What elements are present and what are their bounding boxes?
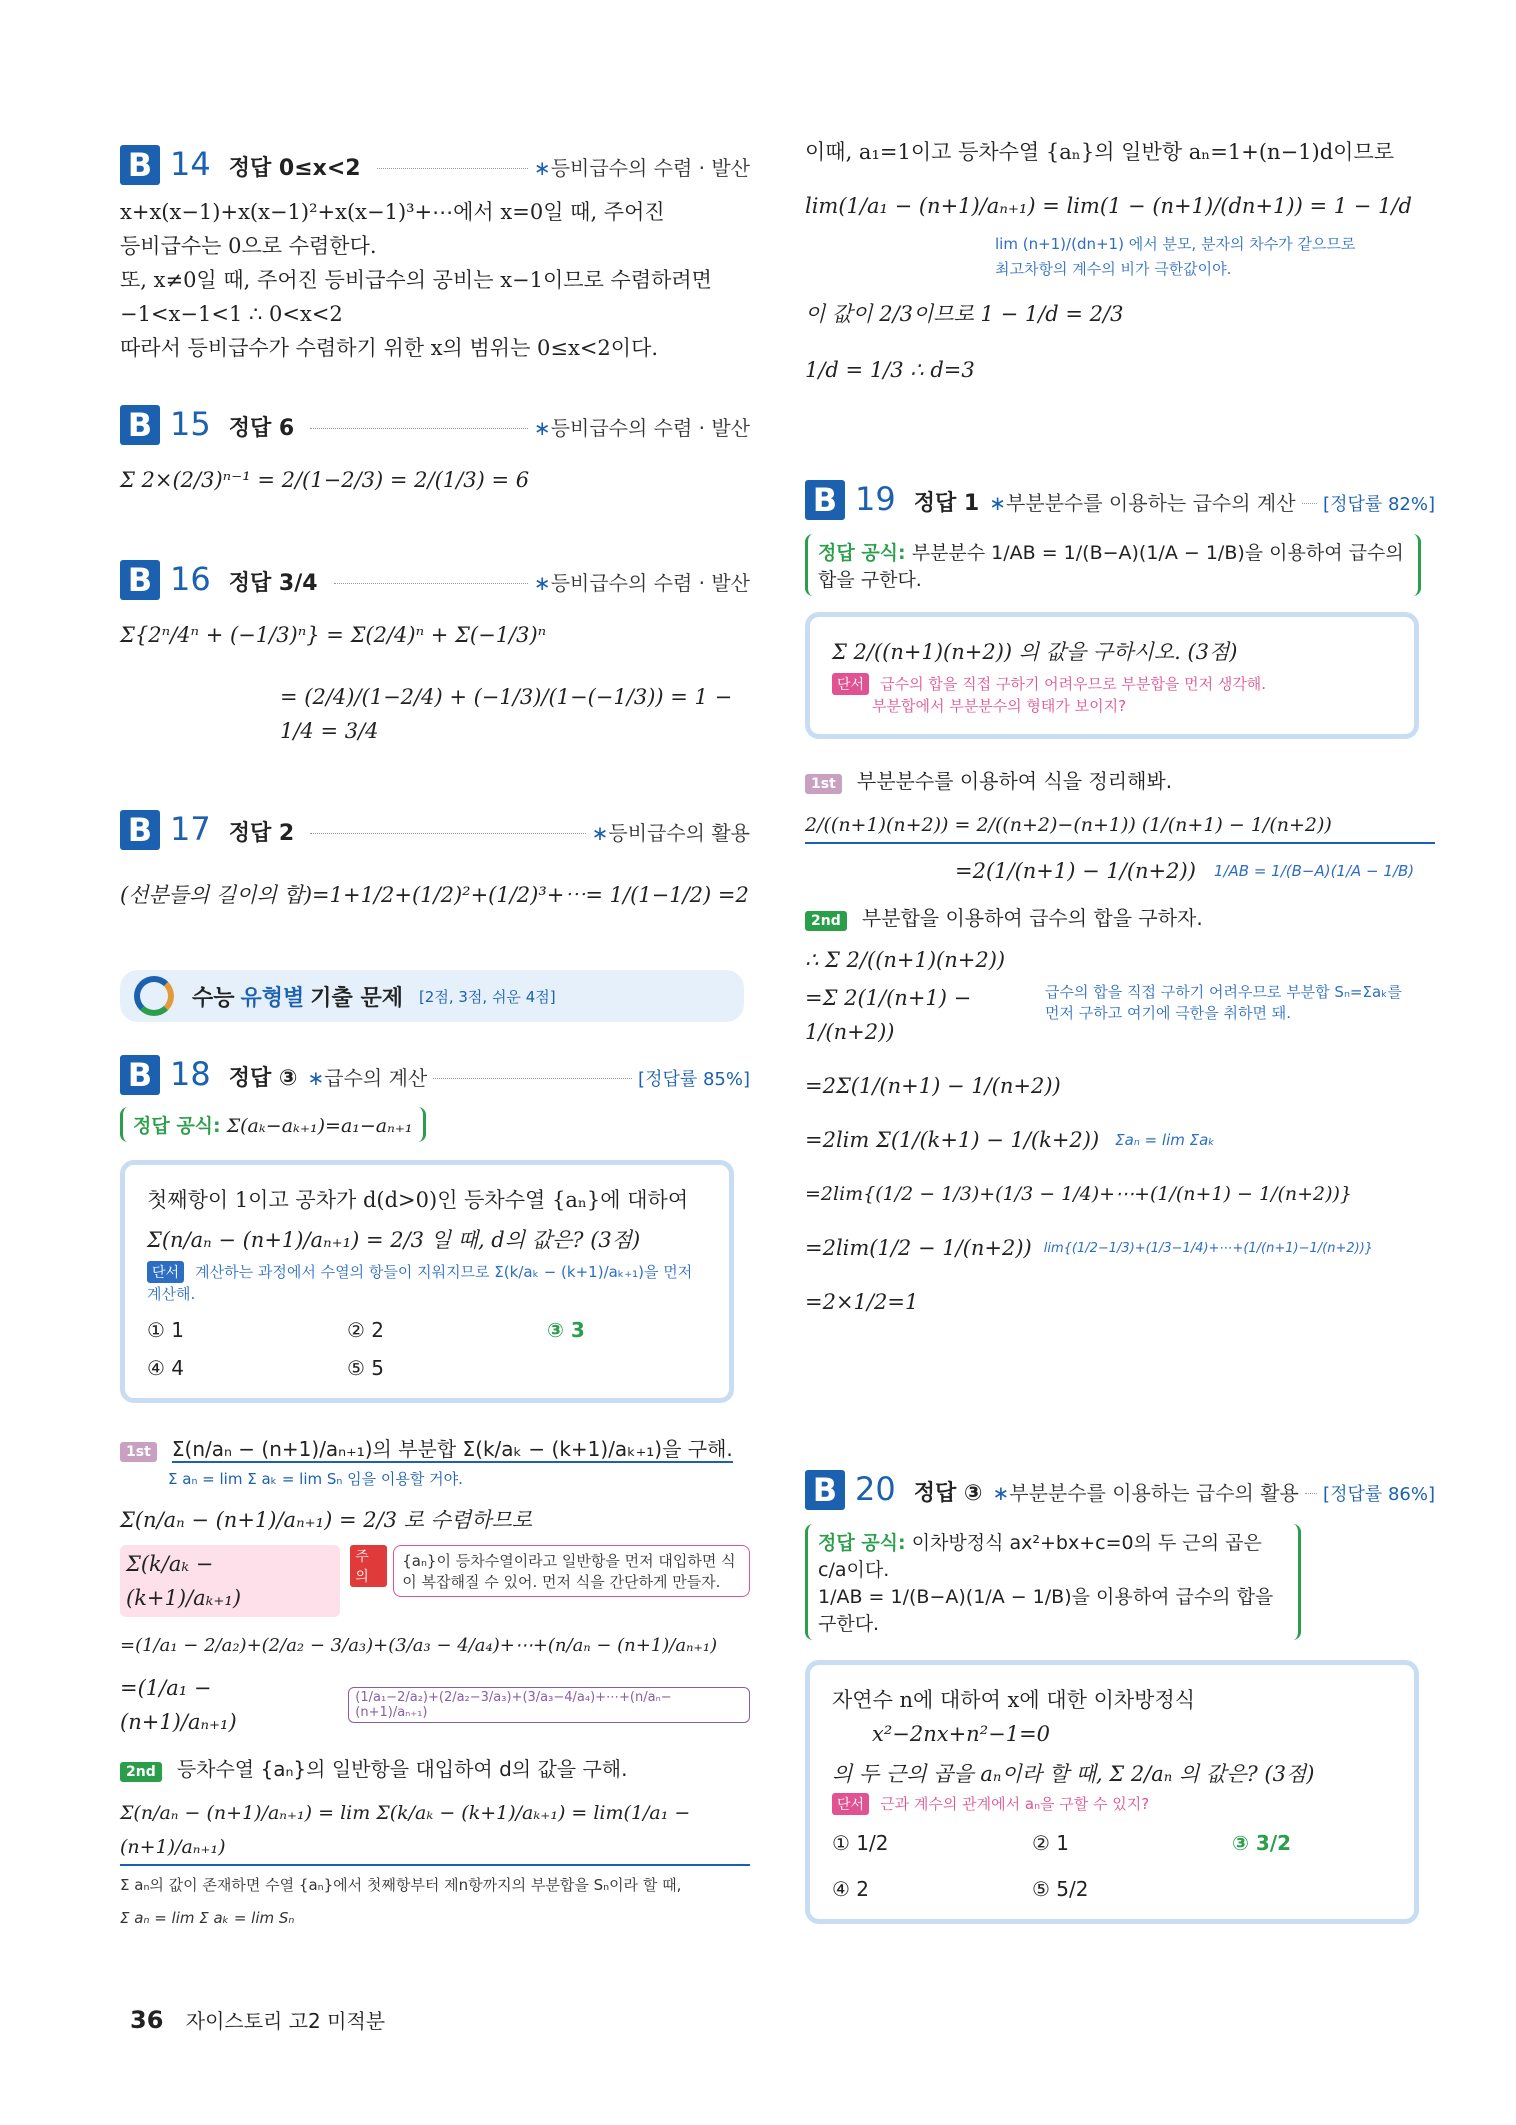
problem-18 xyxy=(120,1055,750,1927)
step-note: Σ aₙ = lim Σ aₖ = lim Sₙ 임을 이용할 거야. xyxy=(168,1470,463,1488)
page-footer xyxy=(130,2005,385,2034)
question-line-2: Σ(n/aₙ − (n+1)/aₙ₊₁) = 2/3 일 때, d의 값은? (3점) xyxy=(147,1228,641,1252)
options xyxy=(147,1318,707,1380)
question-line-3: 의 두 근의 곱을 aₙ이라 할 때, Σ 2/aₙ 의 값은? (3점) xyxy=(832,1762,1315,1786)
topic-tag: ∗부분분수를 이용하는 급수의 계산 xyxy=(989,491,1296,515)
note-line: Σ aₙ의 값이 존재하면 수열 {aₙ}에서 첫째항부터 제n항까지의 부분합을 Sₙ이라 할 때, xyxy=(120,1876,682,1894)
note-line: lim{(1/2−1/3)+(1/3−1/4)+⋯+(1/(n+1)−1/(n+2))} xyxy=(1043,1240,1374,1256)
question-box xyxy=(805,612,1419,739)
hint-text: 근과 계수의 관계에서 aₙ을 구할 수 있지? xyxy=(880,1795,1150,1813)
step-1 xyxy=(120,1433,750,1489)
solution-line: Σ(n/aₙ − (n+1)/aₙ₊₁) = 2/3 로 수렴하므로 xyxy=(120,1508,533,1532)
badge: B xyxy=(120,145,160,185)
solution-line: ∴ Σ 2/((n+1)(n+2)) xyxy=(805,948,1006,972)
partial-sum: Σ(k/aₖ − (k+1)/aₖ₊₁) xyxy=(120,1545,340,1617)
option-3-correct[interactable]: ③ 3/2 xyxy=(1232,1831,1292,1855)
formula-label: 정답 공식: xyxy=(818,542,906,564)
problem-number: 19 xyxy=(855,480,896,518)
hint-badge: 단서 xyxy=(832,673,869,695)
step-badge: 2nd xyxy=(120,1762,162,1782)
line: 따라서 등비급수가 수렴하기 위한 x의 범위는 0≤x<2이다. xyxy=(120,336,659,360)
solution-line: =2lim Σ(1/(k+1) − 1/(k+2)) xyxy=(805,1128,1100,1152)
line: 또, x≠0일 때, 주어진 등비급수의 공비는 x−1이므로 수렴하려면 xyxy=(120,268,712,292)
topic-tag: ∗등비급수의 수렴 · 발산 xyxy=(533,416,750,440)
solution-line: =(1/a₁ − (n+1)/aₙ₊₁) xyxy=(120,1676,237,1734)
option-4[interactable]: ④ 4 xyxy=(147,1356,185,1380)
caution-row xyxy=(120,1545,750,1617)
line: x+x(x−1)+x(x−1)²+x(x−1)³+⋯에서 x=0일 때, 주어진 xyxy=(120,200,665,224)
hint-badge: 단서 xyxy=(147,1261,184,1283)
caution-badge: 주의 xyxy=(350,1545,387,1587)
badge: B xyxy=(120,1055,160,1095)
step-1 xyxy=(805,765,1435,794)
question-text: Σ 2/((n+1)(n+2)) 의 값을 구하시오. (3점) xyxy=(832,640,1238,664)
question-box xyxy=(805,1660,1419,1924)
step-badge: 2nd xyxy=(805,911,847,931)
hint-badge: 단서 xyxy=(832,1793,869,1815)
solution-line: Σ(n/aₙ − (n+1)/aₙ₊₁) = lim Σ(k/aₖ − (k+1)/aₖ₊₁) = lim(1/a₁ − (n+1)/aₙ₊₁) xyxy=(120,1796,750,1866)
solution-line: =2lim{(1/2 − 1/3)+(1/3 − 1/4)+⋯+(1/(n+1) − 1/(n+2))} xyxy=(805,1183,1353,1205)
answer: 정답 1 xyxy=(913,491,980,516)
topic-tag: ∗부분분수를 이용하는 급수의 활용 xyxy=(992,1481,1299,1505)
book-title: 자이스토리 고2 미적분 xyxy=(185,2009,386,2033)
badge: B xyxy=(120,405,160,445)
note-line: lim (n+1)/(dn+1) 에서 분모, 분자의 차수가 같으므로 xyxy=(995,235,1356,253)
formula-label: 정답 공식: xyxy=(818,1532,906,1554)
leader-dots xyxy=(433,1078,632,1079)
problem-18-continued xyxy=(805,135,1435,387)
problem-17 xyxy=(120,810,750,912)
cancel-note: (1/a₁−2/a₂)+(2/a₂−3/a₃)+(3/a₃−4/a₄)+⋯+(n/aₙ−(n+1)/aₙ₊₁) xyxy=(348,1687,750,1723)
option-1[interactable]: ① 1/2 xyxy=(832,1831,889,1855)
line: 등비급수는 0으로 수렴한다. xyxy=(120,234,377,258)
solution-line: 1/d = 1/3 ∴ d=3 xyxy=(805,358,975,382)
answer: 정답 2 xyxy=(228,821,295,846)
step-badge: 1st xyxy=(120,1442,157,1462)
answer: 정답 0≤x<2 xyxy=(228,156,361,181)
solution-line: =2lim(1/2 − 1/(n+2)) xyxy=(805,1236,1032,1260)
problem-15 xyxy=(120,405,750,497)
hint xyxy=(147,1261,707,1304)
problem-number: 17 xyxy=(170,810,211,848)
step-text: 부분분수를 이용하여 식을 정리해봐. xyxy=(856,769,1173,793)
problem-number: 18 xyxy=(170,1055,211,1093)
answer: 정답 3/4 xyxy=(228,571,318,596)
hint-text: 부분합에서 부분분수의 형태가 보이지? xyxy=(872,697,1127,715)
hint-text: 급수의 합을 직접 구하기 어려우므로 부분합을 먼저 생각해. xyxy=(880,675,1267,693)
problem-number: 15 xyxy=(170,405,211,443)
leader-dots xyxy=(310,428,528,429)
option-5[interactable]: ⑤ 5/2 xyxy=(1032,1877,1089,1901)
solution-line: 2/((n+1)(n+2)) = 2/((n+2)−(n+1)) (1/(n+1) − 1/(n+2)) xyxy=(805,808,1435,844)
option-2[interactable]: ② 2 xyxy=(347,1318,385,1342)
question-line-1: 자연수 n에 대하여 x에 대한 이차방정식 xyxy=(832,1688,1196,1712)
option-4[interactable]: ④ 2 xyxy=(832,1877,870,1901)
problem-19 xyxy=(805,480,1435,1319)
solution-line: =2Σ(1/(n+1) − 1/(n+2)) xyxy=(805,1074,1061,1098)
question-line-1: 첫째항이 1이고 공차가 d(d>0)인 등차수열 {aₙ}에 대하여 xyxy=(147,1188,689,1212)
formula-label: 정답 공식: xyxy=(133,1115,221,1137)
option-2[interactable]: ② 1 xyxy=(1032,1831,1070,1855)
step-badge: 1st xyxy=(805,774,842,794)
equation: Σ 2×(2/3)ⁿ⁻¹ = 2/(1−2/3) = 2/(1/3) = 6 xyxy=(120,468,530,492)
problem-16 xyxy=(120,560,750,748)
step-text: 부분합을 이용하여 급수의 합을 구하자. xyxy=(861,906,1203,930)
formula-text-1: 이차방정식 ax²+bx+c=0의 두 근의 곱은 c/a이다. xyxy=(818,1532,1262,1581)
badge: B xyxy=(805,1470,845,1510)
solution-line: =2(1/(n+1) − 1/(n+2)) xyxy=(955,859,1196,883)
caution-note: {aₙ}이 등차수열이라고 일반항을 먼저 대입하면 식이 복잡해질 수 있어. 먼저 식을 간단하게 만들자. xyxy=(393,1545,750,1597)
answer: 정답 6 xyxy=(228,416,295,441)
topic-tag: ∗등비급수의 활용 xyxy=(591,821,750,845)
note-line: 1/AB = 1/(B−A)(1/A − 1/B) xyxy=(1213,862,1415,880)
solution-text xyxy=(120,195,750,365)
problem-14 xyxy=(120,145,750,365)
correct-rate: [정답률 85%] xyxy=(638,1069,750,1090)
solution-line: 이 값이 2/3이므로 1 − 1/d = 2/3 xyxy=(805,302,1124,326)
line: −1<x−1<1 ∴ 0<x<2 xyxy=(120,302,343,326)
badge: B xyxy=(120,810,160,850)
banner-word-3: 기출 문제 xyxy=(310,985,403,1011)
solution-line: =Σ 2(1/(n+1) − 1/(n+2)) xyxy=(805,986,972,1044)
step-2 xyxy=(120,1753,750,1782)
note-line: Σaₙ = lim Σaₖ xyxy=(1115,1131,1215,1149)
question-box xyxy=(120,1160,734,1403)
equation-line-2: = (2/4)/(1−2/4) + (−1/3)/(1−(−1/3)) = 1 − 1/4 = 3/4 xyxy=(280,685,733,743)
hint-text: 계산하는 과정에서 수열의 항들이 지워지므로 Σ(k/aₖ − (k+1)/aₖ₊₁)을 먼저 계산해. xyxy=(147,1263,693,1303)
solution-line: =2×1/2=1 xyxy=(805,1290,919,1314)
formula-text: 부분분수 1/AB = 1/(B−A)(1/A − 1/B)을 이용하여 급수의 합을 구한다. xyxy=(818,542,1404,591)
note-line: 먼저 구하고 여기에 극한을 취하면 돼. xyxy=(1045,1004,1291,1022)
banner-note: [2점, 3점, 쉬운 4점] xyxy=(418,987,556,1006)
answer: 정답 ③ xyxy=(228,1066,298,1091)
answer-formula xyxy=(120,1107,426,1142)
topic-tag: ∗급수의 계산 xyxy=(307,1066,428,1090)
question-line-2: x²−2nx+n²−1=0 xyxy=(872,1722,1051,1746)
problem-20 xyxy=(805,1470,1435,1924)
leader-dots xyxy=(377,168,528,169)
leader-dots xyxy=(1305,1493,1317,1494)
solution-line: =(1/a₁ − 2/a₂)+(2/a₂ − 3/a₃)+(3/a₃ − 4/a₄)+⋯+(n/aₙ − (n+1)/aₙ₊₁) xyxy=(120,1635,718,1656)
section-banner xyxy=(120,970,744,1022)
banner-word-1: 수능 xyxy=(192,985,235,1011)
note-line: 최고차항의 계수의 비가 극한값이야. xyxy=(995,260,1232,278)
page-number: 36 xyxy=(130,2006,164,2034)
problem-number: 14 xyxy=(170,145,211,183)
note-line: Σ aₙ = lim Σ aₖ = lim Sₙ xyxy=(120,1909,295,1927)
correct-rate: [정답률 82%] xyxy=(1323,494,1435,515)
solution-line: lim(1/a₁ − (n+1)/aₙ₊₁) = lim(1 − (n+1)/(dn+1)) = 1 − 1/d xyxy=(805,194,1412,218)
options xyxy=(832,1831,1392,1901)
formula-text-2: 1/AB = 1/(B−A)(1/A − 1/B)을 이용하여 급수의 합을 구한다. xyxy=(818,1586,1274,1635)
step-text: Σ(n/aₙ − (n+1)/aₙ₊₁)의 부분합 Σ(k/aₖ − (k+1)/aₖ₊₁)을 구해. xyxy=(171,1437,733,1461)
option-5[interactable]: ⑤ 5 xyxy=(347,1356,385,1380)
leader-dots xyxy=(334,583,528,584)
option-1[interactable]: ① 1 xyxy=(147,1318,185,1342)
problem-number: 20 xyxy=(855,1470,896,1508)
note-line: 급수의 합을 직접 구하기 어려우므로 부분합 Sₙ=Σaₖ를 xyxy=(1045,983,1403,1001)
problem-14-header xyxy=(120,145,750,185)
equation: (선분들의 길이의 합)=1+1/2+(1/2)²+(1/2)³+⋯= 1/(1−1/2) =2 xyxy=(120,883,749,907)
problem-number: 16 xyxy=(170,560,211,598)
answer: 정답 ③ xyxy=(913,1481,983,1506)
badge: B xyxy=(805,480,845,520)
badge: B xyxy=(120,560,160,600)
leader-dots xyxy=(310,833,585,834)
answer-formula xyxy=(805,1524,1301,1640)
correct-rate: [정답률 86%] xyxy=(1323,1484,1435,1505)
answer-formula xyxy=(805,534,1421,596)
section-logo-icon xyxy=(134,976,174,1016)
topic-tag: ∗등비급수의 수렴 · 발산 xyxy=(533,571,750,595)
solution-line: 이때, a₁=1이고 등차수열 {aₙ}의 일반항 aₙ=1+(n−1)d이므로 xyxy=(805,140,1395,164)
topic-tag: ∗등비급수의 수렴 · 발산 xyxy=(533,156,750,180)
equation-line-1: Σ{2ⁿ/4ⁿ + (−1/3)ⁿ} = Σ(2/4)ⁿ + Σ(−1/3)ⁿ xyxy=(120,623,547,647)
formula-text: Σ(aₖ−aₖ₊₁)=a₁−aₙ₊₁ xyxy=(226,1115,413,1137)
step-text: 등차수열 {aₙ}의 일반항을 대입하여 d의 값을 구해. xyxy=(176,1757,628,1781)
option-3-correct[interactable]: ③ 3 xyxy=(547,1318,585,1342)
step-2 xyxy=(805,902,1435,931)
banner-word-2: 유형별 xyxy=(240,985,305,1011)
leader-dots xyxy=(1302,503,1318,504)
